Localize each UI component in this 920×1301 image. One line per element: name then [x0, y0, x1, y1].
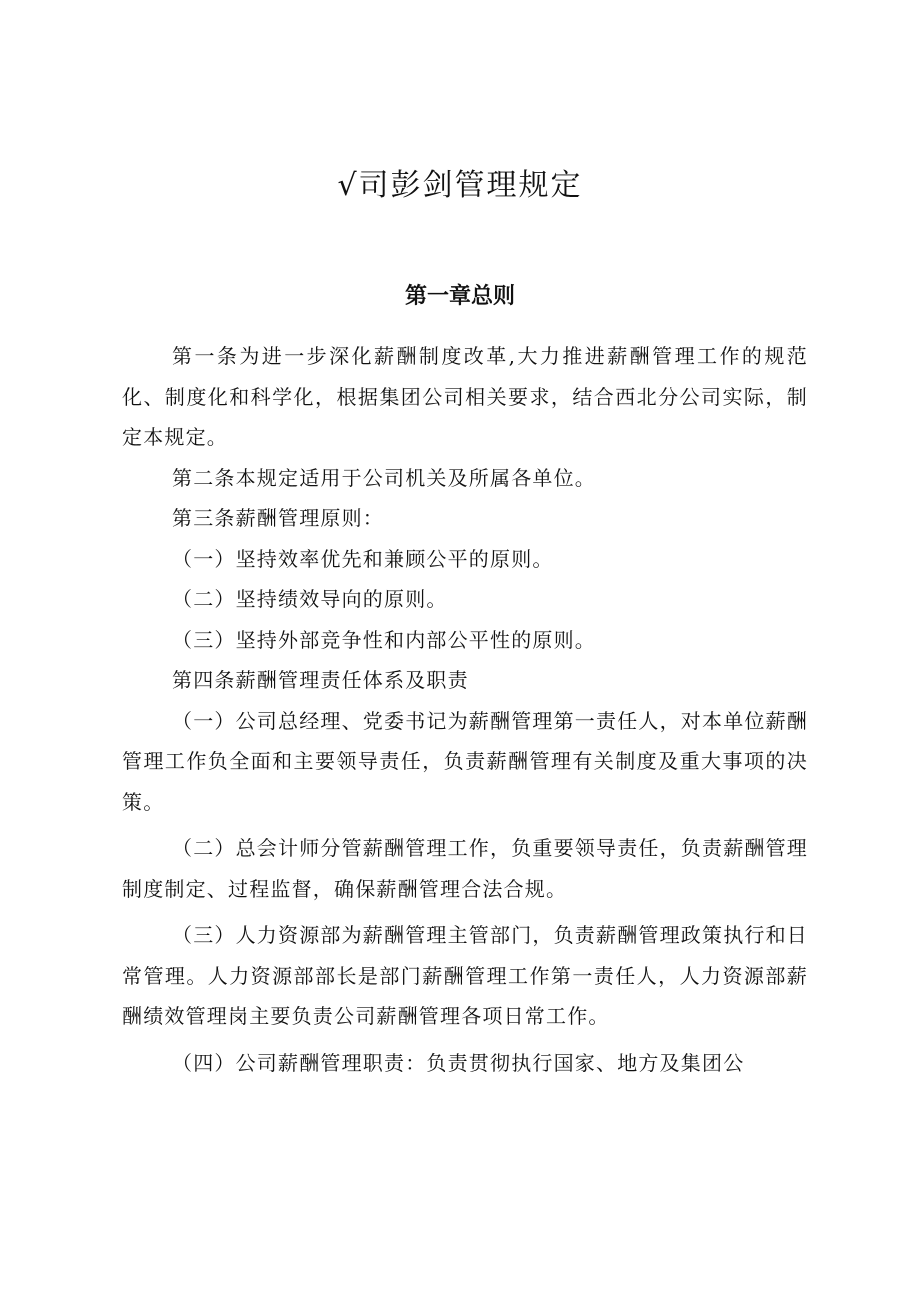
document-title: √司彭剑管理规定: [337, 168, 583, 203]
paragraph-article-3-item-1: （一）坚持效率优先和兼顾公平的原则。: [172, 546, 554, 571]
paragraph-article-2: 第二条本规定适用于公司机关及所属各单位。: [172, 465, 596, 490]
paragraph-article-4: 第四条薪酬管理责任体系及职责: [172, 668, 469, 692]
paragraph-article-3-item-3: （三）坚持外部竞争性和内部公平性的原则。: [172, 627, 596, 652]
paragraph-article-4-item-1: （一）公司总经理、党委书记为薪酬管理第一责任人，对本单位薪酬管理工作负全面和主要领导责任，负责薪酬管理有关制度及重大事项的决策。: [122, 708, 808, 814]
paragraph-article-4-item-4: （四）公司薪酬管理职责：负责贯彻执行国家、地方及集团公: [172, 1050, 745, 1075]
paragraph-article-3-item-2: （二）坚持绩效导向的原则。: [172, 587, 448, 611]
paragraph-article-3: 第三条薪酬管理原则：: [172, 506, 384, 530]
chapter-title: 第一章总则: [404, 284, 515, 309]
paragraph-article-1: 第一条为进一步深化薪酬制度改革,大力推进薪酬管理工作的规范化、制度化和科学化，根据集团公司相关要求，结合西北分公司实际，制定本规定。: [122, 344, 808, 449]
paragraph-article-4-item-3: （三）人力资源部为薪酬管理主管部门，负责薪酬管理政策执行和日常管理。人力资源部部长是部门薪酬管理工作第一责任人，人力资源部薪酬绩效管理岗主要负责公司薪酬管理各项日常工作。: [122, 923, 808, 1028]
paragraph-article-4-item-2: （二）总会计师分管薪酬管理工作，负重要领导责任，负责薪酬管理制度制定、过程监督，确保薪酬管理合法合规。: [122, 836, 808, 901]
document-body: [122, 336, 808, 1083]
